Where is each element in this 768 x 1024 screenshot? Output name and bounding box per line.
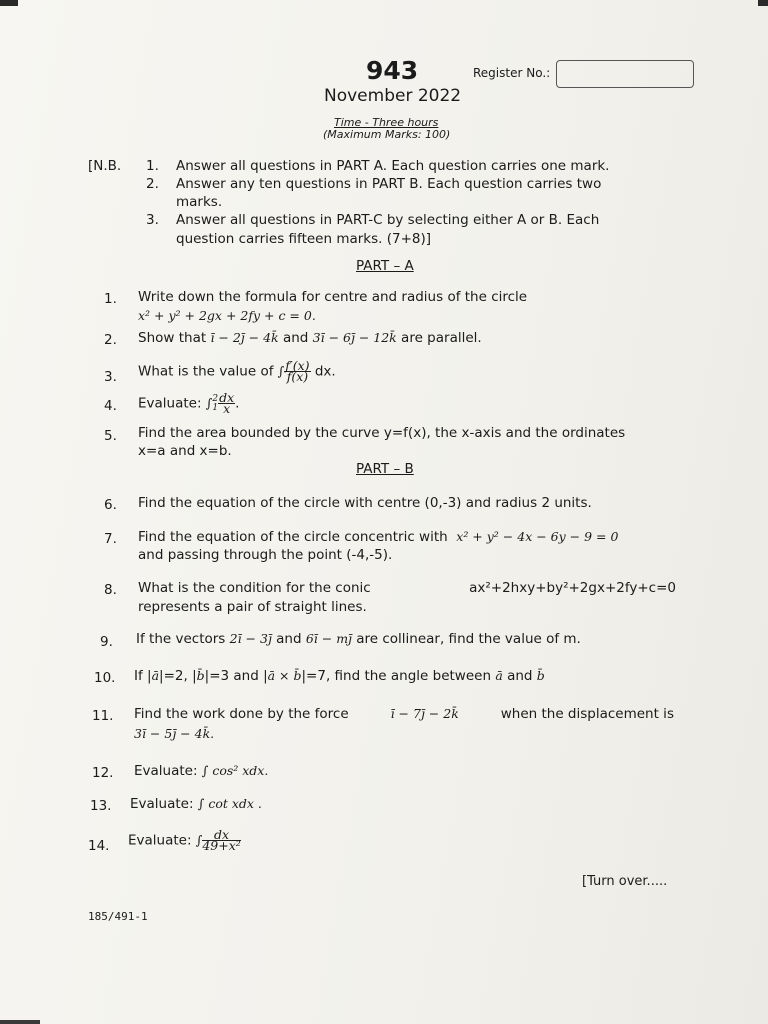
turn-over-note: [Turn over..... [582,874,668,889]
paper-code: 943 [366,56,419,85]
q2-pre: Show that [138,330,207,346]
question-text [136,631,581,647]
circle-equation: x² + y² + 2gx + 2fy + c = 0. [138,308,316,323]
page-corner-mark [0,0,18,6]
question-text-cont: represents a pair of straight lines. [138,599,367,615]
lower-limit: 1 [212,402,219,413]
question-number: 6. [104,497,117,513]
nb-instruction: Answer all questions in PART-C by selecting either A or B. Each [176,212,600,228]
force-vector: ī − 7j̄ − 2k̄ [390,706,459,721]
cross-product: ā × b̄ [267,668,302,683]
question-number: 5. [104,428,117,444]
denominator: x [223,401,231,416]
q14-pre: Evaluate: [128,832,192,849]
fraction [218,390,235,416]
vector-a: ā [151,668,160,683]
nb-instruction-cont: marks. [176,194,223,210]
question-text [128,827,241,853]
question-text [134,763,268,779]
question-number: 3. [104,369,117,385]
question-text-cont: and passing through the point (-4,-5). [138,547,393,563]
q4-pre: Evaluate: [138,395,202,412]
upper-limit: 2 [212,393,219,404]
nb-number: 2. [146,176,159,192]
question-text-cont: x=a and x=b. [138,443,232,459]
q9-pre: If the vectors [136,631,226,647]
circle-equation: x² + y² − 4x − 6y − 9 = 0 [456,529,619,544]
question-number: 8. [104,582,117,598]
vector-a: ā [495,668,503,683]
q2-post: are parallel. [401,330,482,346]
vector-b: b̄ [536,668,545,683]
question-text [138,358,336,384]
integral-sign: ∫ [205,395,213,411]
question-number: 11. [92,708,114,724]
q3-pre: What is the value of [138,363,274,380]
question-text [138,580,676,596]
q13-pre: Evaluate: [130,796,194,812]
q11-post: when the displacement is [500,706,674,722]
numerator: dx [219,390,235,405]
question-text [138,330,482,346]
question-number: 12. [92,765,114,781]
question-text [138,289,676,305]
question-text [138,390,240,416]
question-text [134,706,674,722]
integral-expression: ∫ cot xdx . [197,796,262,811]
q10-part: |=2, | [159,668,197,684]
question-text [138,529,618,545]
vector-b: b̄ [196,668,205,683]
q10-part: and [507,668,533,684]
footer-code: 185/491-1 [88,910,148,923]
fraction [284,358,310,384]
vector-2: 6ī − mj̄ [305,631,352,646]
q9-mid: and [276,631,302,647]
vector-1: ī − 2j̄ − 4k̄ [210,330,279,345]
page-corner-mark [0,1020,40,1024]
q3-post: dx. [314,363,336,380]
question-text [130,796,262,812]
q11-pre: Find the work done by the force [134,706,349,722]
nb-instruction-text: Answer any ten questions in PART B. Each question carries two [176,176,602,192]
vector-1: 2ī − 3j̄ [229,631,272,646]
integral-sign: ∫ [195,832,203,848]
q7-pre: Find the equation of the circle concentric with [138,529,448,545]
register-number-label: Register No.: [473,66,551,80]
exam-duration: Time - Three hours [334,116,439,129]
q8-text: What is the condition for the conic [138,580,371,596]
numerator: dx [202,830,240,841]
nb-number: 1. [146,158,159,174]
question-number: 14. [88,838,110,854]
part-b-heading: PART – B [356,461,414,477]
denominator: f(x) [286,369,309,384]
displacement-vector: 3ī − 5j̄ − 4k̄. [134,726,215,741]
page-corner-mark [758,0,768,6]
question-number: 4. [104,398,117,414]
q9-post: are collinear, find the value of m. [356,631,581,647]
register-number-box[interactable] [556,60,694,88]
denominator: 49+x² [202,838,241,853]
vector-2: 3ī − 6j̄ − 12k̄ [312,330,397,345]
nb-label: [N.B. [88,158,122,174]
conic-equation: ax²+2hxy+by²+2gx+2fy+c=0 [469,580,676,596]
question-text: Find the area bounded by the curve y=f(x), the x-axis and the ordinates [138,425,626,441]
question-number: 2. [104,332,117,348]
nb-instruction-cont: question carries fifteen marks. (7+8)] [176,231,432,247]
question-number: 1. [104,291,117,307]
numerator: f′(x) [285,358,310,373]
question-number: 10. [94,670,116,686]
nb-instruction: Answer all questions in PART A. Each question carries one mark. [176,158,610,174]
nb-number: 3. [146,212,159,228]
q10-part: |=7, find the angle between [301,668,492,684]
q10-part: |=3 and | [204,668,268,684]
q12-pre: Evaluate: [134,763,198,779]
nb-instruction [176,176,678,192]
question-number: 13. [90,798,112,814]
question-1-text: Write down the formula for centre and radius of the circle [138,289,528,305]
maximum-marks: (Maximum Marks: 100) [323,128,451,141]
q4-post: . [235,395,240,412]
fraction [202,827,241,853]
part-a-heading: PART – A [356,258,414,274]
exam-month: November 2022 [324,86,462,106]
question-number: 9. [100,634,113,650]
question-number: 7. [104,531,117,547]
q2-mid: and [282,330,309,346]
question-text: Find the equation of the circle with centre (0,-3) and radius 2 units. [138,495,592,511]
integral-expression: ∫ cos² xdx. [201,763,269,778]
integral-sign: ∫ [277,363,285,379]
question-text [134,668,545,684]
q10-part: If | [134,668,152,684]
